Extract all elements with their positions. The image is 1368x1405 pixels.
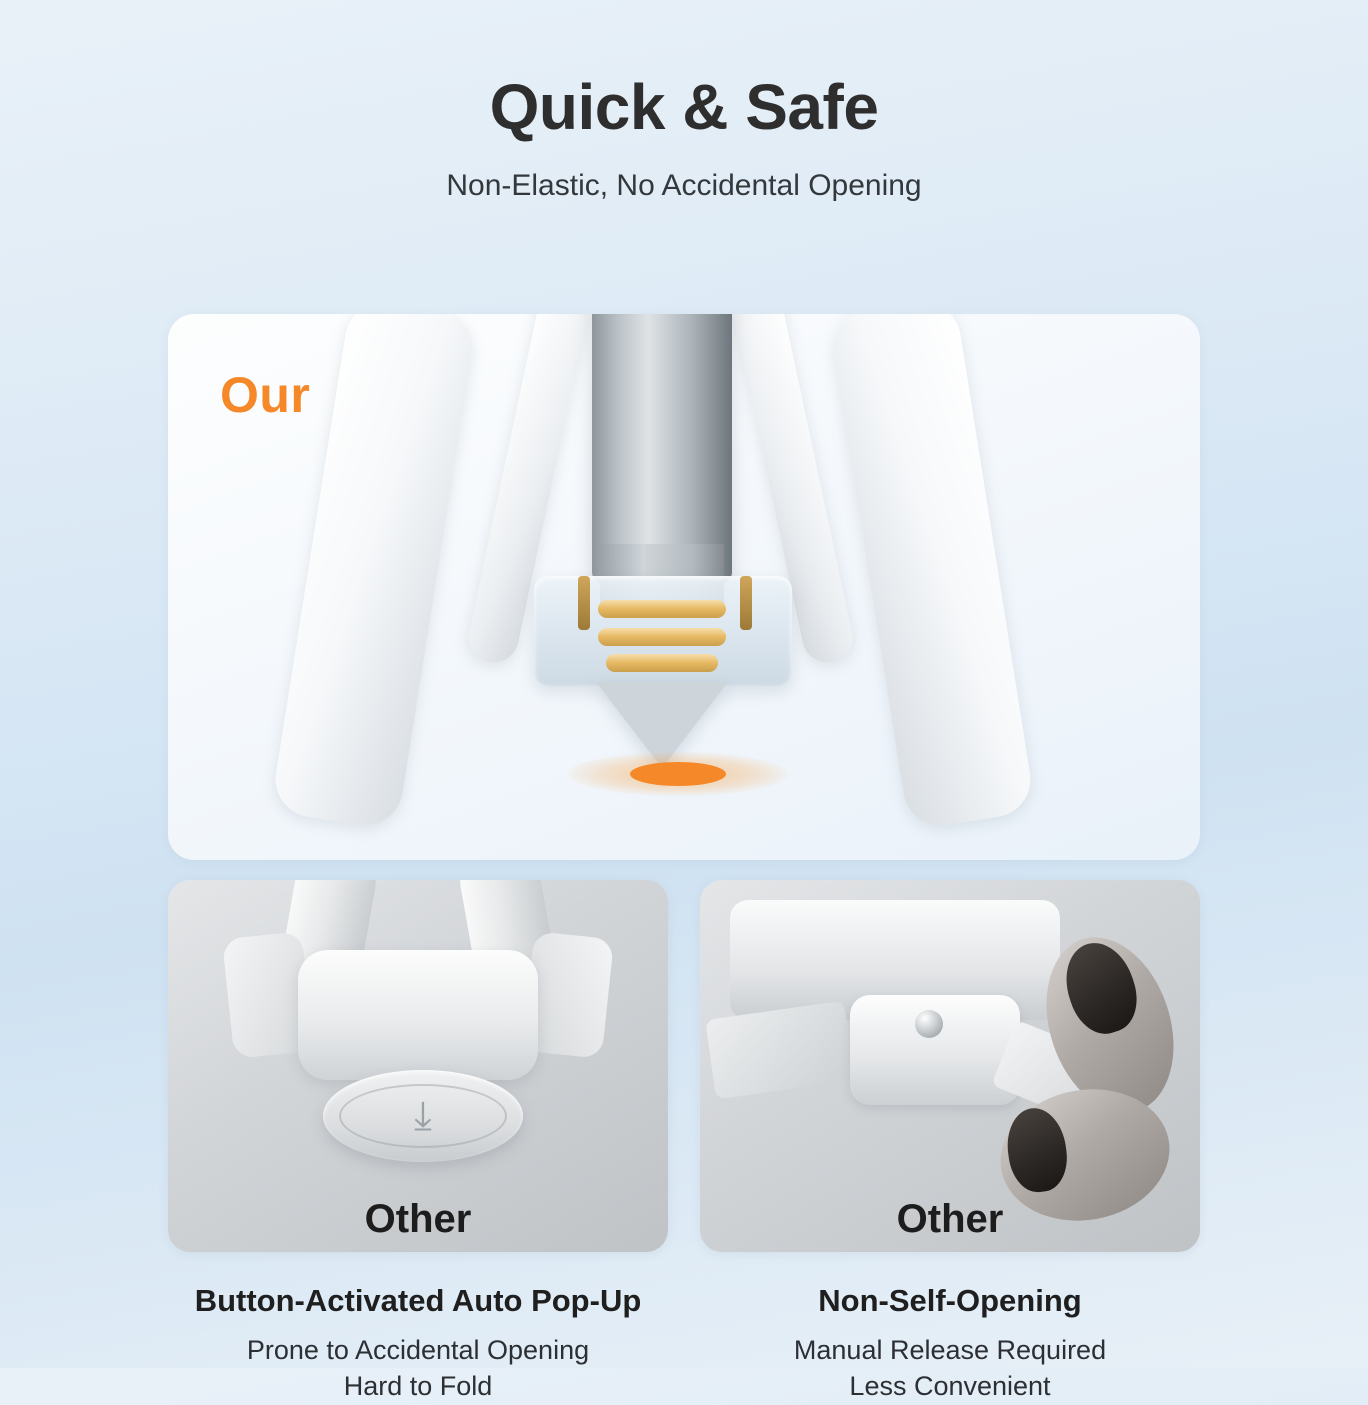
card-line: Prone to Accidental Opening — [246, 1334, 590, 1365]
card-lines-left — [168, 1333, 668, 1405]
card-line: Less Convenient — [849, 1370, 1051, 1401]
card-tag-left: Other — [364, 1197, 472, 1241]
comparison-card-left — [168, 880, 668, 1405]
card-title-left: Button-Activated Auto Pop-Up — [194, 1283, 642, 1318]
gold-spring-ring-1 — [598, 600, 726, 618]
umbrella-rib-right-outer — [828, 314, 1036, 831]
card-tag-right: Other — [896, 1197, 1004, 1241]
card-line: Manual Release Required — [793, 1334, 1107, 1365]
screw-icon — [915, 1010, 943, 1038]
caption-left — [168, 1282, 668, 1405]
other2-bar — [705, 1001, 855, 1100]
hero-label-our: Our — [220, 367, 311, 423]
comparison-image-left — [168, 880, 668, 1252]
card-lines-right — [700, 1333, 1200, 1405]
collar-pin-left — [578, 576, 590, 630]
collar-pin-right — [740, 576, 752, 630]
card-line: Hard to Fold — [343, 1370, 493, 1401]
caption-right — [700, 1282, 1200, 1405]
comparison-card-right — [700, 880, 1200, 1405]
product-illustration — [168, 314, 1200, 860]
highlight-dot — [630, 762, 726, 786]
page-title: Quick & Safe — [489, 71, 879, 143]
header — [0, 0, 1368, 203]
card-title-right: Non-Self-Opening — [818, 1283, 1082, 1318]
gold-spring-ring-2 — [598, 628, 726, 646]
page-subtitle: Non-Elastic, No Accidental Opening — [446, 169, 922, 203]
hero-product-card — [168, 314, 1200, 860]
other-hub — [298, 950, 538, 1080]
gold-spring-ring-3 — [606, 654, 718, 672]
down-arrow-icon: ⤓ — [414, 1094, 432, 1138]
comparison-image-right — [700, 880, 1200, 1252]
comparison-cards — [168, 880, 1200, 1405]
